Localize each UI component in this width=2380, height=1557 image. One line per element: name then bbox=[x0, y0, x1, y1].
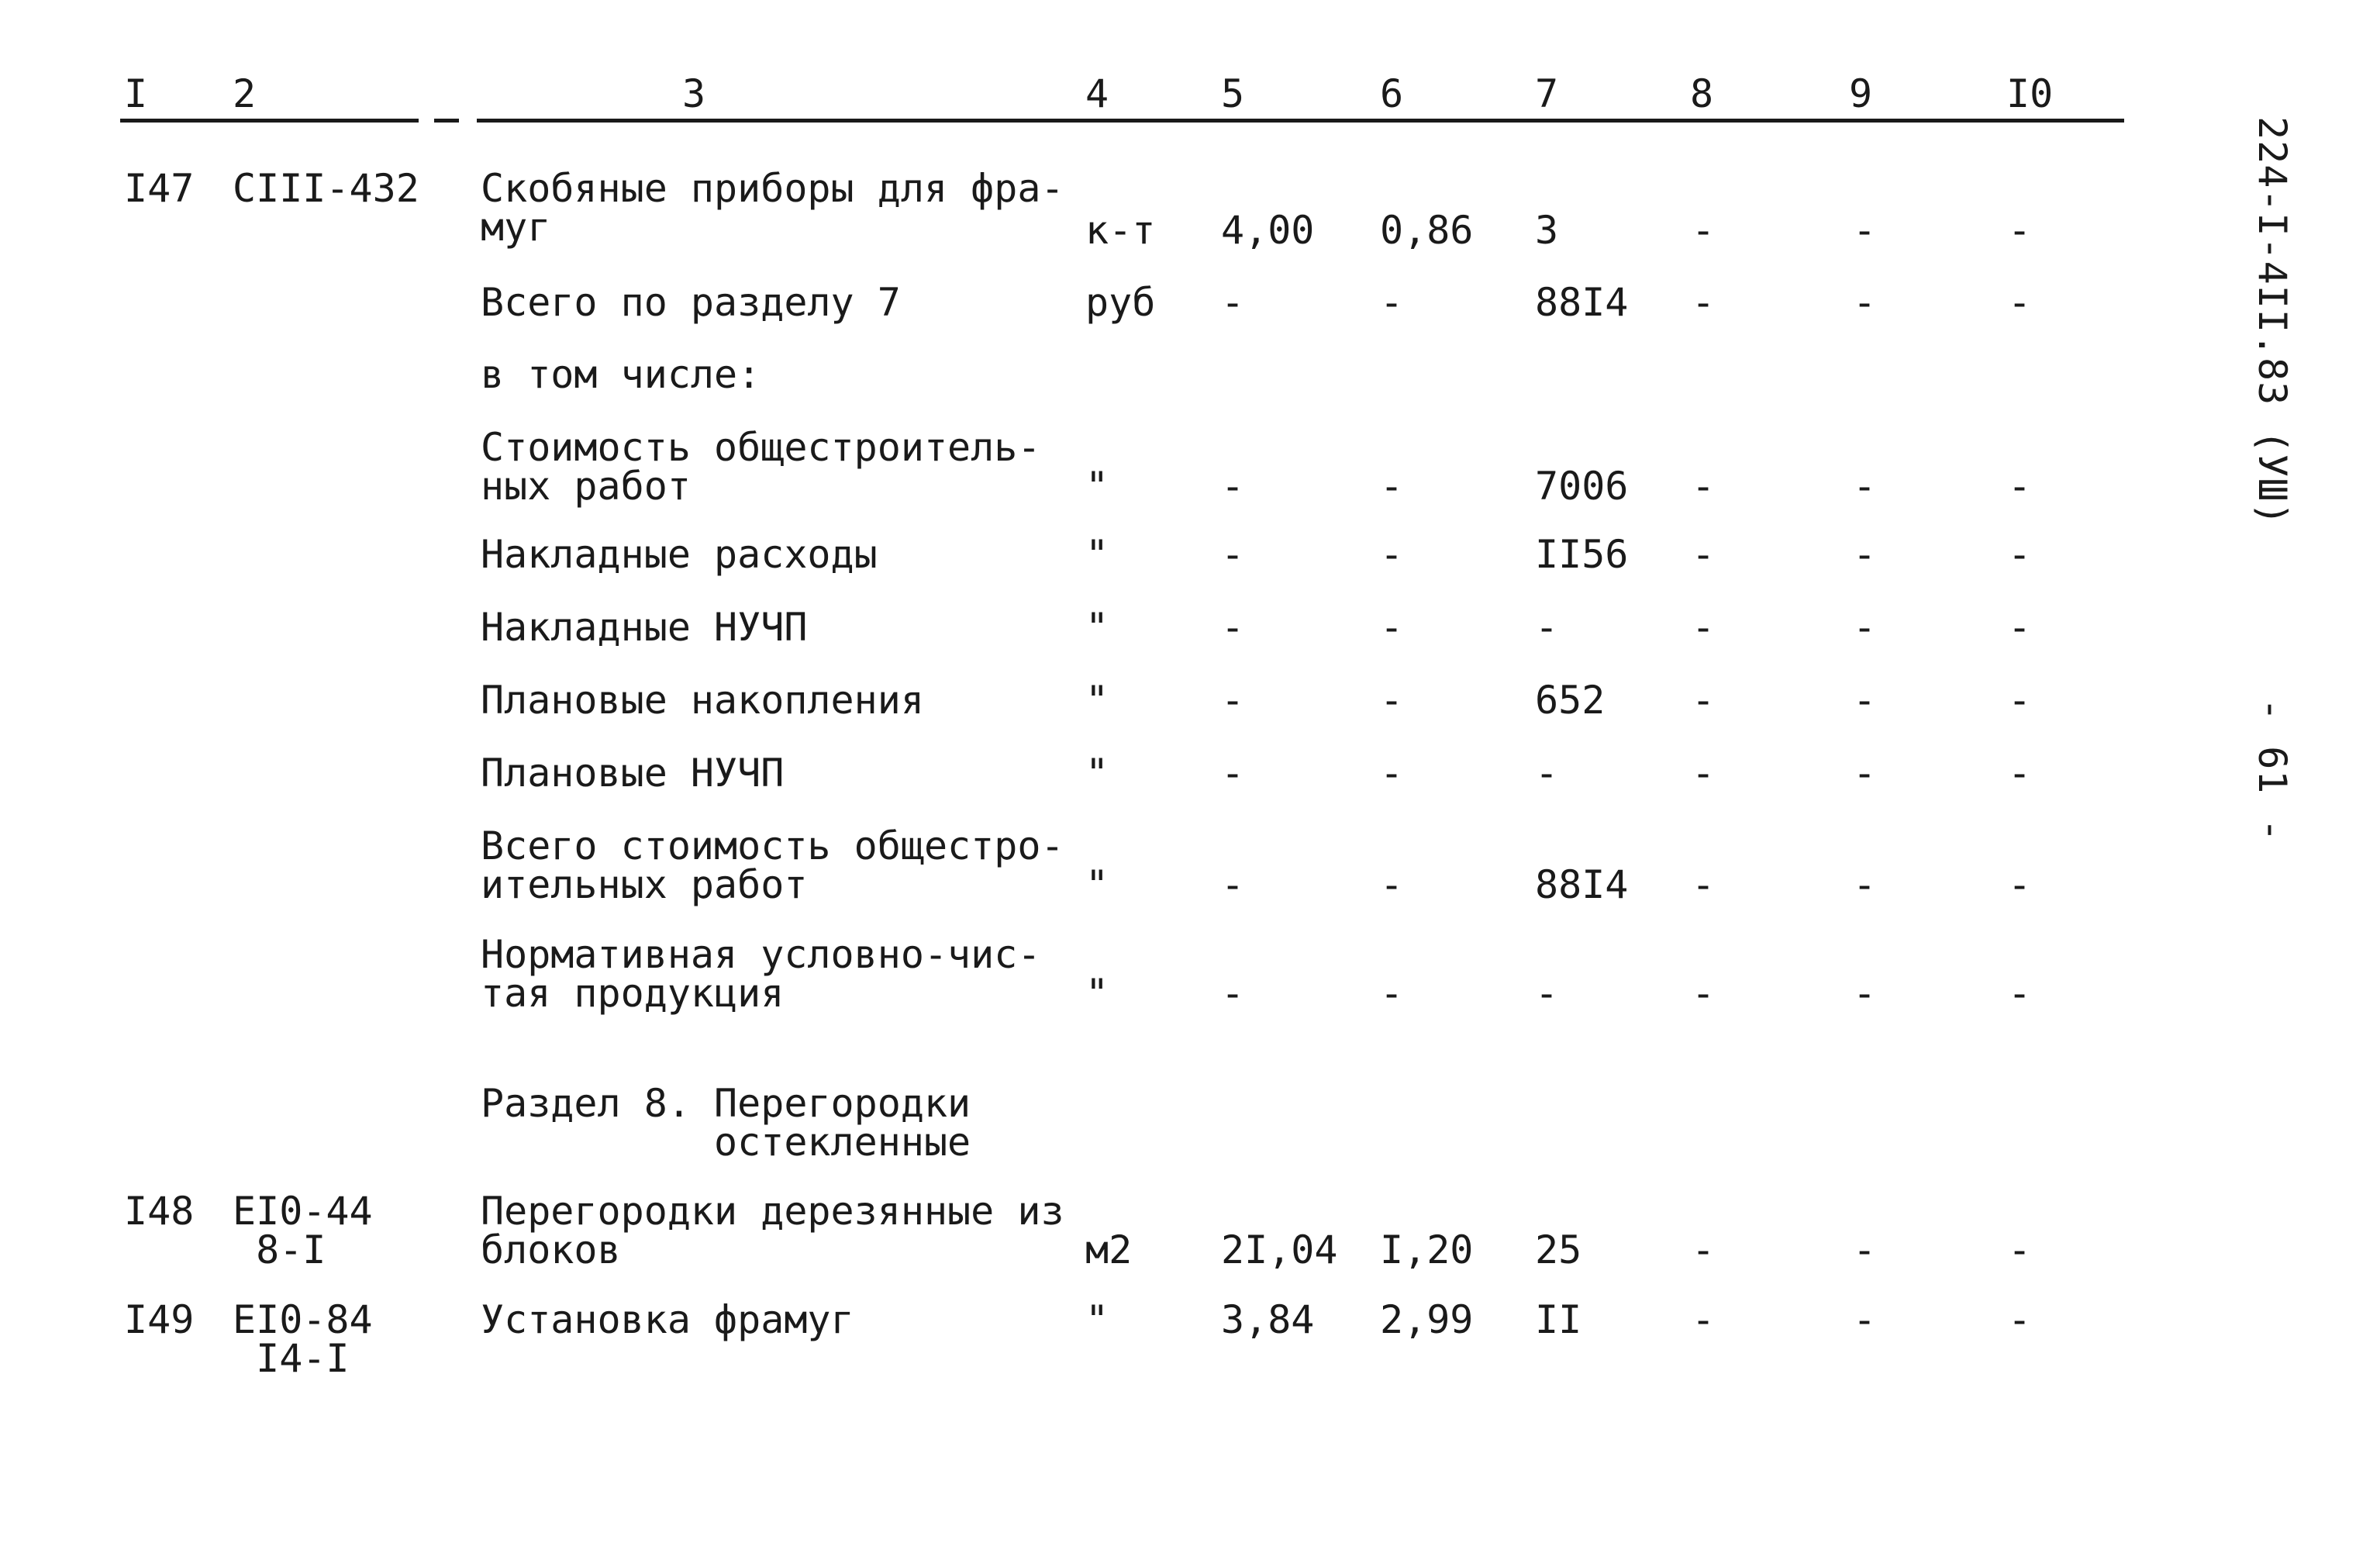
cell-name: Скобяные приборы для фра- муг bbox=[481, 166, 1064, 250]
cell-unit: " bbox=[1085, 605, 1109, 650]
cell-col-7: 88I4 bbox=[1535, 862, 1629, 907]
cell-col-10: - bbox=[2008, 1227, 2032, 1272]
cell-col-10: - bbox=[2008, 532, 2032, 577]
header-rule bbox=[120, 119, 419, 123]
cell-col-5: 4,00 bbox=[1221, 208, 1315, 253]
cell-col-5: - bbox=[1221, 532, 1245, 577]
cell-code: ЕI0-44 8-I bbox=[233, 1189, 373, 1272]
cell-col-9: - bbox=[1853, 1227, 1877, 1272]
cell-name: Перегородки дерезянные из блоков bbox=[481, 1189, 1064, 1272]
cell-col-5: - bbox=[1221, 280, 1245, 325]
cell-name: Плановые накопления bbox=[481, 678, 924, 723]
cell-col-5: 2I,04 bbox=[1221, 1227, 1338, 1272]
cell-col-9: - bbox=[1853, 605, 1877, 650]
cell-col-7: 7006 bbox=[1535, 464, 1629, 509]
cell-col-9: - bbox=[1853, 208, 1877, 253]
cell-col-9: - bbox=[1853, 532, 1877, 577]
cell-col-10: - bbox=[2008, 605, 2032, 650]
cell-code: СIII-432 bbox=[233, 166, 419, 211]
cell-col-5: - bbox=[1221, 464, 1245, 509]
header-col-10: I0 bbox=[2006, 71, 2054, 116]
cell-unit: " bbox=[1085, 678, 1109, 723]
cell-unit: " bbox=[1085, 751, 1109, 796]
cell-col-10: - bbox=[2008, 678, 2032, 723]
cell-unit: " bbox=[1085, 971, 1109, 1016]
cell-col-9: - bbox=[1853, 971, 1877, 1016]
cell-col-7: II bbox=[1535, 1297, 1582, 1342]
cell-col-6: - bbox=[1380, 862, 1404, 907]
cell-name: Накладные расходы bbox=[481, 532, 878, 577]
cell-col-6: I,20 bbox=[1380, 1227, 1474, 1272]
cell-unit: м2 bbox=[1085, 1227, 1133, 1272]
cell-col-6: - bbox=[1380, 605, 1404, 650]
header-col-4: 4 bbox=[1085, 71, 1109, 116]
header-rule bbox=[477, 119, 2124, 123]
cell-col-8: - bbox=[1692, 280, 1716, 325]
cell-col-8: - bbox=[1692, 464, 1716, 509]
cell-row-number: I48 bbox=[124, 1189, 195, 1234]
cell-col-7: 652 bbox=[1535, 678, 1606, 723]
cell-col-7: 3 bbox=[1535, 208, 1559, 253]
cell-col-7: 88I4 bbox=[1535, 280, 1629, 325]
cell-unit: руб bbox=[1085, 280, 1156, 325]
header-col-9: 9 bbox=[1849, 71, 1873, 116]
cell-col-7: - bbox=[1535, 971, 1559, 1016]
cell-col-7: - bbox=[1535, 605, 1559, 650]
cell-col-5: - bbox=[1221, 751, 1245, 796]
header-col-6: 6 bbox=[1380, 71, 1404, 116]
cell-col-7: - bbox=[1535, 751, 1559, 796]
cell-col-6: 2,99 bbox=[1380, 1297, 1474, 1342]
header-col-7: 7 bbox=[1535, 71, 1559, 116]
cell-col-7: II56 bbox=[1535, 532, 1629, 577]
cell-col-6: - bbox=[1380, 971, 1404, 1016]
cell-col-9: - bbox=[1853, 678, 1877, 723]
cell-col-9: - bbox=[1853, 464, 1877, 509]
cell-name: Раздел 8. Перегородки остекленные bbox=[481, 1081, 971, 1165]
cell-col-9: - bbox=[1853, 751, 1877, 796]
header-col-5: 5 bbox=[1221, 71, 1245, 116]
side-page-number: - 61 - bbox=[2250, 698, 2295, 843]
cell-col-6: - bbox=[1380, 464, 1404, 509]
cell-code: ЕI0-84 I4-I bbox=[233, 1297, 373, 1381]
cell-name: Нормативная условно-чис- тая продукция bbox=[481, 932, 1041, 1016]
cell-col-10: - bbox=[2008, 971, 2032, 1016]
cell-col-8: - bbox=[1692, 971, 1716, 1016]
cell-col-6: - bbox=[1380, 751, 1404, 796]
cell-col-8: - bbox=[1692, 751, 1716, 796]
cell-row-number: I47 bbox=[124, 166, 195, 211]
cell-col-5: - bbox=[1221, 862, 1245, 907]
cell-col-5: - bbox=[1221, 971, 1245, 1016]
cell-col-8: - bbox=[1692, 605, 1716, 650]
cell-unit: " bbox=[1085, 532, 1109, 577]
cell-col-6: - bbox=[1380, 678, 1404, 723]
cell-name: Накладные НУЧП bbox=[481, 605, 808, 650]
cell-col-10: - bbox=[2008, 862, 2032, 907]
cell-name: Всего по разделу 7 bbox=[481, 280, 901, 325]
cell-col-6: 0,86 bbox=[1380, 208, 1474, 253]
header-col-2: 2 bbox=[233, 71, 257, 116]
cell-col-6: - bbox=[1380, 532, 1404, 577]
cell-unit: " bbox=[1085, 1297, 1109, 1342]
cell-unit: " bbox=[1085, 862, 1109, 907]
cell-col-10: - bbox=[2008, 280, 2032, 325]
cell-col-8: - bbox=[1692, 1297, 1716, 1342]
cell-name: Плановые НУЧП bbox=[481, 751, 785, 796]
cell-col-8: - bbox=[1692, 1227, 1716, 1272]
cell-col-10: - bbox=[2008, 464, 2032, 509]
cell-name: Установка фрамуг bbox=[481, 1297, 854, 1342]
cell-unit: к-т bbox=[1085, 208, 1156, 253]
header-col-3: 3 bbox=[682, 71, 706, 116]
side-document-code: 224-I-4II.83 (УШ) bbox=[2250, 116, 2295, 526]
cell-col-8: - bbox=[1692, 862, 1716, 907]
cell-name: Стоимость общестроитель- ных работ bbox=[481, 425, 1041, 509]
cell-col-9: - bbox=[1853, 862, 1877, 907]
cell-name: в том числе: bbox=[481, 352, 761, 397]
cell-col-5: 3,84 bbox=[1221, 1297, 1315, 1342]
cell-col-5: - bbox=[1221, 605, 1245, 650]
header-col-8: 8 bbox=[1690, 71, 1714, 116]
header-rule bbox=[434, 119, 459, 123]
cell-col-7: 25 bbox=[1535, 1227, 1582, 1272]
cell-col-8: - bbox=[1692, 678, 1716, 723]
cell-col-8: - bbox=[1692, 532, 1716, 577]
cell-col-10: - bbox=[2008, 208, 2032, 253]
cell-col-10: - bbox=[2008, 751, 2032, 796]
cell-col-9: - bbox=[1853, 1297, 1877, 1342]
cell-col-8: - bbox=[1692, 208, 1716, 253]
cell-col-5: - bbox=[1221, 678, 1245, 723]
cell-col-9: - bbox=[1853, 280, 1877, 325]
cell-unit: " bbox=[1085, 464, 1109, 509]
cell-col-6: - bbox=[1380, 280, 1404, 325]
header-col-1: I bbox=[124, 71, 148, 116]
cell-name: Всего стоимость общестро- ительных работ bbox=[481, 823, 1064, 907]
cell-row-number: I49 bbox=[124, 1297, 195, 1342]
cell-col-10: - bbox=[2008, 1297, 2032, 1342]
